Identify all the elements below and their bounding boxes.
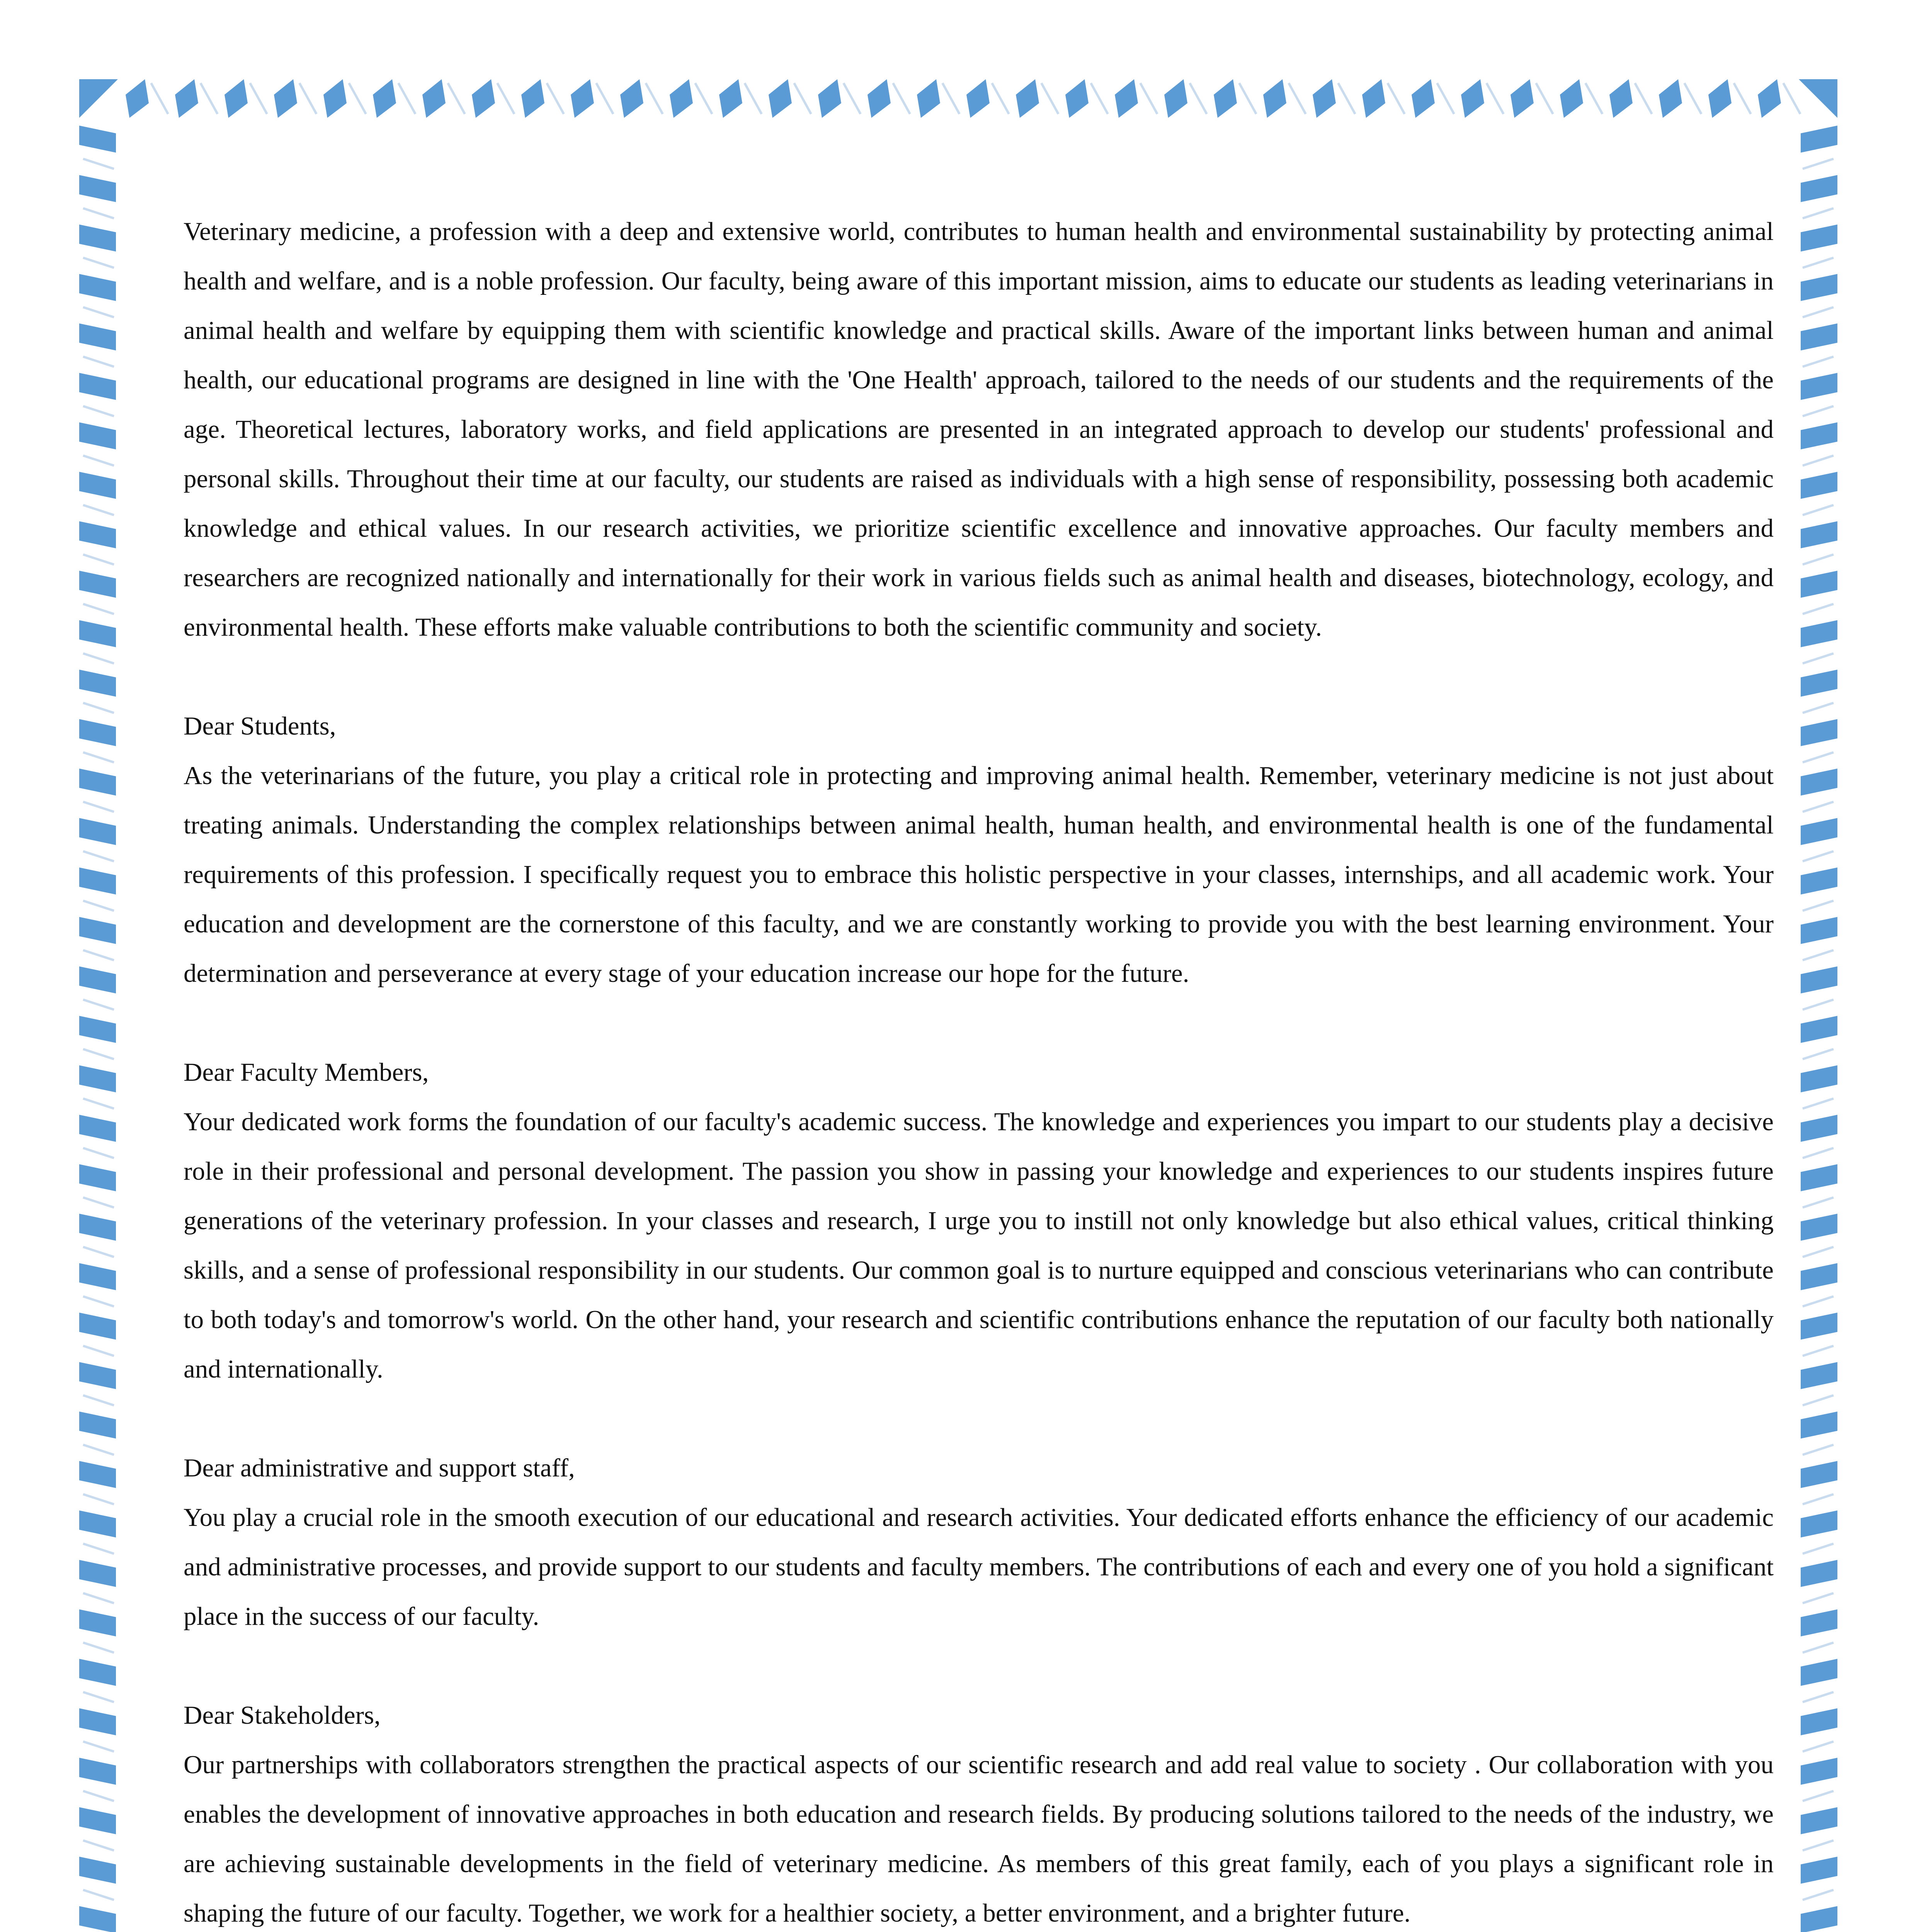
border-tile (1801, 966, 1837, 993)
border-tile (79, 1065, 116, 1092)
border-tile (670, 79, 693, 118)
border-hatch (83, 1099, 114, 1109)
border-hatch (83, 159, 114, 169)
border-tile (1801, 917, 1837, 944)
border-hatch (83, 1445, 114, 1455)
border-tile (1801, 126, 1837, 153)
border-hatch (1803, 1890, 1834, 1900)
border-hatch (1684, 83, 1701, 114)
border-hatch (83, 258, 114, 268)
border-tile (1801, 1214, 1837, 1241)
border-tile (521, 79, 544, 118)
border-hatch (1783, 83, 1800, 114)
border-tile (1801, 1510, 1837, 1537)
border-hatch (1803, 1840, 1834, 1850)
border-tile (1801, 323, 1837, 350)
border-hatch (794, 83, 811, 114)
border-hatch (1803, 1049, 1834, 1059)
border-tile (1801, 521, 1837, 548)
border-tile (175, 79, 198, 118)
faculty-section (184, 1048, 1774, 1394)
border-tile (1164, 79, 1187, 118)
border-hatch (1803, 703, 1834, 713)
border-tile (1801, 620, 1837, 647)
border-tile (1510, 79, 1534, 118)
border-tile (818, 79, 841, 118)
border-tile (1801, 472, 1837, 499)
border-hatch (1803, 1494, 1834, 1504)
border-hatch (1803, 456, 1834, 466)
border-tile (79, 966, 116, 993)
border-hatch (83, 1593, 114, 1603)
border-tile (1263, 79, 1286, 118)
border-tile (1801, 571, 1837, 598)
border-hatch (83, 554, 114, 565)
border-tile (1801, 1362, 1837, 1389)
border-hatch (1803, 901, 1834, 911)
border-tile (79, 867, 116, 895)
border-hatch (83, 851, 114, 861)
border-hatch (695, 83, 712, 114)
border-hatch (1803, 752, 1834, 762)
students-salutation: Dear Students, (184, 712, 336, 740)
border-hatch (448, 83, 465, 114)
border-hatch (1041, 83, 1058, 114)
border-hatch (1803, 1395, 1834, 1405)
border-tile (1016, 79, 1039, 118)
border-hatch (83, 802, 114, 812)
border-hatch (1803, 1346, 1834, 1356)
border-tile (1609, 79, 1633, 118)
border-hatch (1803, 307, 1834, 317)
border-hatch (646, 83, 663, 114)
border-hatch (1585, 83, 1602, 114)
border-hatch (1803, 653, 1834, 663)
border-tile (1801, 1708, 1837, 1735)
border-hatch (596, 83, 613, 114)
border-hatch (201, 83, 218, 114)
staff-salutation: Dear administrative and support staff, (184, 1454, 575, 1482)
border-tile (79, 1362, 116, 1389)
border-hatch (1190, 83, 1207, 114)
border-tile (79, 1115, 116, 1142)
border-hatch (83, 1791, 114, 1801)
border-tile (79, 422, 116, 449)
border-hatch (1140, 83, 1157, 114)
border-tile (1801, 1807, 1837, 1834)
border-hatch (1803, 505, 1834, 515)
border-tile (79, 917, 116, 944)
border-tile (79, 1609, 116, 1636)
border-hatch (1803, 802, 1834, 812)
border-tile (79, 1412, 116, 1439)
border-hatch (1803, 1296, 1834, 1306)
border-hatch (299, 83, 316, 114)
border-hatch (1803, 554, 1834, 565)
border-tile (1801, 818, 1837, 845)
border-hatch (1338, 83, 1355, 114)
border-hatch (83, 1890, 114, 1900)
border-tile (1801, 769, 1837, 796)
border-tile (79, 1164, 116, 1191)
border-hatch (1803, 1692, 1834, 1702)
border-tile (1801, 670, 1837, 697)
border-tile (79, 1857, 116, 1884)
border-tile (79, 224, 116, 252)
border-tile (1362, 79, 1385, 118)
border-hatch (547, 83, 564, 114)
border-tile (719, 79, 742, 118)
border-tile (79, 1313, 116, 1340)
border-hatch (83, 1197, 114, 1208)
border-hatch (83, 752, 114, 762)
border-tile (79, 1906, 116, 1932)
border-tile (1801, 1461, 1837, 1488)
border-tile (1801, 373, 1837, 400)
border-hatch (1239, 83, 1256, 114)
border-tile (1801, 1016, 1837, 1043)
students-paragraph: As the veterinarians of the future, you play a critical role in protecting and improving animal health. Remember, veterinary medicine is not just about treating animals. Understanding the complex relationships between animal health, human health, and environmental health is one of the fundamental requirements of this profession. I specifically request you to embrace this holistic perspective in your classes, internships, and all academic work. Your education and development are the cornerstone of this faculty, and we are constantly working to provide you with the best learning environment. Your determination and perseverance at every stage of your education increase our hope for the future. (184, 761, 1774, 988)
border-hatch (83, 1544, 114, 1554)
border-tile (323, 79, 347, 118)
border-tile (1801, 1758, 1837, 1785)
border-tile (1801, 1164, 1837, 1191)
border-hatch (1734, 83, 1751, 114)
border-hatch (1437, 83, 1454, 114)
border-hatch (83, 456, 114, 466)
border-hatch (83, 357, 114, 367)
intro-paragraph: Veterinary medicine, a profession with a deep and extensive world, contributes to human health and environmental sustainability by protecting animal health and welfare, and is a noble profession. Our faculty, being aware of this important mission, aims to educate our students as leading veterinarians in animal health and welfare by equipping them with scientific knowledge and practical skills. Aware of the important links between human and animal health, our educational programs are designed in line with the 'One Health' approach, tailored to the needs of our students and the requirements of the age. Theoretical lectures, laboratory works, and field applications are presented in an integrated approach to develop our students' professional and personal skills. Throughout their time at our faculty, our students are raised as individuals with a high sense of responsibility, possessing both academic knowledge and ethical values. In our research activities, we prioritize scientific excellence and innovative approaches. Our faculty members and researchers are recognized nationally and internationally for their work in various fields such as animal health and diseases, biotechnology, ecology, and environmental health. These efforts make valuable contributions to both the scientific community and society. (184, 217, 1774, 641)
border-hatch (250, 83, 267, 114)
border-tile (472, 79, 495, 118)
border-hatch (1803, 1197, 1834, 1208)
border-tile (79, 1708, 116, 1735)
border-tile (274, 79, 297, 118)
staff-section (184, 1443, 1774, 1641)
border-hatch (83, 307, 114, 317)
border-tile (1801, 1065, 1837, 1092)
stakeholders-section (184, 1690, 1774, 1932)
border-tile (1708, 79, 1732, 118)
border-hatch (83, 1247, 114, 1257)
border-tile (1461, 79, 1484, 118)
border-hatch (1803, 1593, 1834, 1603)
border-tile (79, 126, 116, 153)
border-hatch (893, 83, 910, 114)
border-tile (1313, 79, 1336, 118)
border-hatch (1803, 851, 1834, 861)
border-hatch (1803, 159, 1834, 169)
border-tile (126, 79, 149, 118)
border-hatch (83, 1148, 114, 1158)
border-hatch (83, 1049, 114, 1059)
border-hatch (745, 83, 762, 114)
border-tile (1801, 1560, 1837, 1587)
faculty-paragraph: Your dedicated work forms the foundation of our faculty's academic success. The knowledge and experiences you impart to our students play a decisive role in their professional and personal development. The passion you show in passing your knowledge and experiences to our students inspires future generations of the veterinary profession. In your classes and research, I urge you to instill not only knowledge but also ethical values, critical thinking skills, and a sense of professional responsibility in our students. Our common goal is to nurture equipped and conscious veterinarians who can contribute to both today's and tomorrow's world. On the other hand, your research and scientific contributions enhance the reputation of our faculty both nationally and internationally. (184, 1107, 1774, 1383)
border-tile (79, 1659, 116, 1686)
border-tile (1801, 1263, 1837, 1290)
border-hatch (1803, 1643, 1834, 1653)
border-hatch (497, 83, 514, 114)
border-tile (79, 175, 116, 202)
border-hatch (83, 950, 114, 960)
border-hatch (83, 1840, 114, 1850)
border-hatch (1803, 406, 1834, 416)
intro-section (184, 207, 1774, 652)
border-tile (225, 79, 248, 118)
border-tile (917, 79, 940, 118)
border-hatch (1803, 1247, 1834, 1257)
border-hatch (1803, 1445, 1834, 1455)
border-tile (1801, 1412, 1837, 1439)
border-hatch (83, 1296, 114, 1306)
border-tile (79, 373, 116, 400)
border-hatch (1388, 83, 1405, 114)
border-hatch (83, 1000, 114, 1010)
border-tile (79, 670, 116, 697)
border-tile (1115, 79, 1138, 118)
border-corner (79, 79, 118, 118)
border-tile (1659, 79, 1682, 118)
border-tile (1758, 79, 1781, 118)
border-tile (373, 79, 396, 118)
border-tile (1214, 79, 1237, 118)
border-hatch (1803, 1791, 1834, 1801)
border-hatch (1803, 1000, 1834, 1010)
border-tile (79, 1560, 116, 1587)
border-hatch (1487, 83, 1504, 114)
border-tile (1560, 79, 1583, 118)
border-tile (79, 719, 116, 746)
border-tile (1801, 1115, 1837, 1142)
students-section (184, 701, 1774, 998)
border-corner (1799, 79, 1837, 118)
border-tile (1801, 867, 1837, 895)
border-hatch (1803, 950, 1834, 960)
border-tile (1801, 1313, 1837, 1340)
border-tile (79, 274, 116, 301)
border-hatch (942, 83, 959, 114)
border-hatch (83, 653, 114, 663)
border-hatch (1803, 258, 1834, 268)
border-tile (1801, 1906, 1837, 1932)
border-tile (79, 323, 116, 350)
faculty-salutation: Dear Faculty Members, (184, 1058, 429, 1087)
border-tile (79, 1758, 116, 1785)
border-hatch (83, 1494, 114, 1504)
border-hatch (1803, 1544, 1834, 1554)
border-tile (79, 1016, 116, 1043)
border-hatch (1803, 1742, 1834, 1752)
border-hatch (83, 901, 114, 911)
border-hatch (83, 1742, 114, 1752)
border-tile (1801, 224, 1837, 252)
border-tile (79, 620, 116, 647)
border-hatch (1803, 357, 1834, 367)
border-tile (79, 1807, 116, 1834)
border-tile (79, 1461, 116, 1488)
border-tile (1801, 719, 1837, 746)
border-tile (79, 818, 116, 845)
border-hatch (844, 83, 861, 114)
border-hatch (1803, 1099, 1834, 1109)
border-hatch (83, 406, 114, 416)
border-tile (1801, 1659, 1837, 1686)
border-tile (1801, 1609, 1837, 1636)
border-tile (867, 79, 891, 118)
border-hatch (83, 1692, 114, 1702)
border-hatch (1635, 83, 1652, 114)
border-tile (79, 1510, 116, 1537)
border-tile (79, 521, 116, 548)
border-tile (79, 769, 116, 796)
border-hatch (992, 83, 1009, 114)
stakeholders-paragraph: Our partnerships with collaborators strengthen the practical aspects of our scientific research and add real value to society . Our collaboration with you enables the development of innovative approaches in both education and research fields. By producing solutions tailored to the needs of the industry, we are achieving sustainable developments in the field of veterinary medicine. As members of this great family, each of you plays a significant role in shaping the future of our faculty. Together, we work for a healthier society, a better environment, and a brighter future. (184, 1750, 1774, 1927)
border-hatch (83, 1346, 114, 1356)
border-tile (571, 79, 594, 118)
border-tile (422, 79, 446, 118)
border-hatch (1803, 208, 1834, 218)
border-hatch (349, 83, 366, 114)
border-hatch (83, 703, 114, 713)
border-tile (1801, 175, 1837, 202)
border-tile (1065, 79, 1089, 118)
border-hatch (1091, 83, 1108, 114)
border-hatch (151, 83, 168, 114)
border-tile (79, 1263, 116, 1290)
border-tile (1801, 422, 1837, 449)
border-hatch (1803, 1148, 1834, 1158)
border-tile (1412, 79, 1435, 118)
border-tile (769, 79, 792, 118)
border-hatch (1803, 604, 1834, 614)
border-hatch (83, 505, 114, 515)
letter-body (184, 207, 1774, 1932)
border-tile (620, 79, 643, 118)
border-hatch (83, 1395, 114, 1405)
border-hatch (1536, 83, 1553, 114)
border-tile (79, 472, 116, 499)
border-hatch (1289, 83, 1306, 114)
staff-paragraph: You play a crucial role in the smooth execution of our educational and research activities. Your dedicated efforts enhance the efficiency of our academic and administrative processes, and provide support to our students and faculty members. The contributions of each and every one of you hold a significant place in the success of our faculty. (184, 1503, 1774, 1631)
border-tile (966, 79, 990, 118)
border-tile (1801, 274, 1837, 301)
border-tile (79, 1214, 116, 1241)
border-hatch (83, 208, 114, 218)
border-hatch (83, 604, 114, 614)
border-tile (1801, 1857, 1837, 1884)
stakeholders-salutation: Dear Stakeholders, (184, 1701, 381, 1730)
border-hatch (398, 83, 415, 114)
border-tile (79, 571, 116, 598)
border-hatch (83, 1643, 114, 1653)
